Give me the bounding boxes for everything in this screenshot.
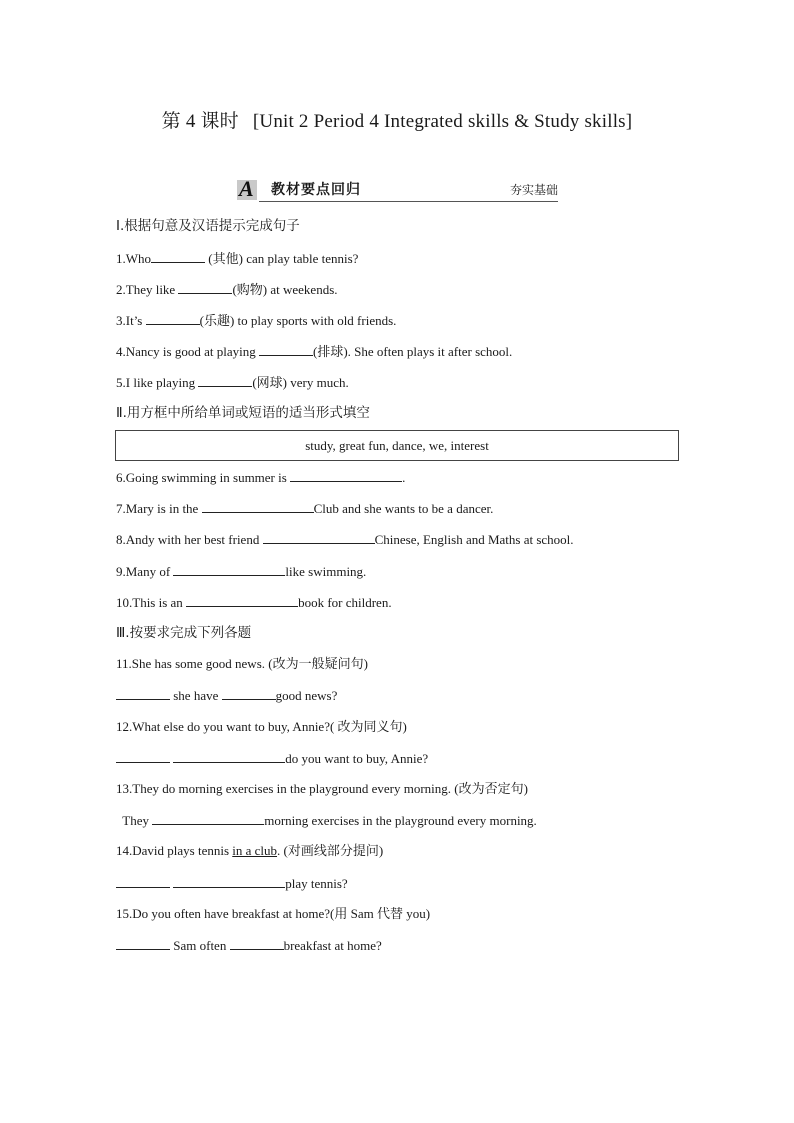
answer-14 — [116, 875, 348, 892]
q9-text-b: like swimming. — [285, 564, 367, 579]
question-4 — [116, 343, 512, 360]
question-13: 13.They do morning exercises in the playground every morning. (改为否定句) — [116, 781, 528, 796]
question-15: 15.Do you often have breakfast at home?(用 Sam 代替 you) — [116, 906, 431, 921]
a12-text-b: do you want to buy, Annie? — [285, 751, 429, 766]
answer-blank[interactable] — [116, 687, 170, 700]
question-5 — [116, 374, 349, 391]
q4-text-b: (排球). She often plays it after school. — [312, 344, 513, 359]
answer-11 — [116, 687, 337, 704]
q6-text-a: 6.Going swimming in summer is — [116, 470, 291, 485]
question-14 — [116, 843, 383, 859]
q5-text-a: 5.I like playing — [116, 375, 199, 390]
answer-blank[interactable] — [186, 594, 298, 607]
badge-letter: A — [239, 176, 254, 201]
q2-text-a: 2.They like — [116, 282, 179, 297]
answer-blank[interactable] — [173, 875, 285, 888]
a15-text-a: Sam often — [170, 938, 230, 953]
section-3-heading: Ⅲ.按要求完成下列各题 — [116, 625, 252, 641]
banner-subheading: 夯实基础 — [509, 183, 558, 197]
answer-blank[interactable] — [152, 812, 264, 825]
answer-blank[interactable] — [178, 281, 232, 294]
answer-blank[interactable] — [116, 875, 170, 888]
question-9 — [116, 563, 366, 580]
section-a-badge — [235, 177, 259, 201]
lesson-number: 第 4 课时 — [161, 111, 239, 132]
question-6 — [116, 469, 405, 486]
q6-text-b: . — [402, 470, 406, 485]
answer-blank[interactable] — [116, 750, 170, 763]
q3-text-b: (乐趣) to play sports with old friends. — [199, 313, 397, 328]
q8-text-b: Chinese, English and Maths at school. — [374, 532, 574, 547]
question-11: 11.She has some good news. (改为一般疑问句) — [116, 656, 368, 671]
answer-blank[interactable] — [116, 937, 170, 950]
question-8 — [116, 531, 574, 548]
q14-text-a: 14.David plays tennis — [116, 843, 233, 858]
question-12: 12.What else do you want to buy, Annie?( 改为同义句) — [116, 719, 407, 734]
q8-text-a: 8.Andy with her best friend — [116, 532, 263, 547]
q7-text-b: Club and she wants to be a dancer. — [313, 501, 494, 516]
q7-text-a: 7.Mary is in the — [116, 501, 202, 516]
section-1-heading: Ⅰ.根据句意及汉语提示完成句子 — [116, 218, 300, 234]
answer-blank[interactable] — [202, 500, 314, 513]
a11-text-a: she have — [170, 688, 222, 703]
question-2 — [116, 281, 338, 298]
q4-text-a: 4.Nancy is good at playing — [116, 344, 259, 359]
answer-12 — [116, 750, 428, 767]
answer-blank[interactable] — [259, 343, 313, 356]
unit-title: [Unit 2 Period 4 Integrated skills & Study skills] — [252, 111, 633, 132]
answer-blank[interactable] — [290, 469, 402, 482]
question-10 — [116, 594, 392, 611]
banner-rule — [259, 201, 558, 202]
q5-text-b: (网球) very much. — [252, 375, 349, 390]
section-banner — [235, 176, 558, 202]
answer-blank[interactable] — [151, 250, 205, 263]
answer-15 — [116, 937, 382, 954]
answer-blank[interactable] — [173, 750, 285, 763]
q10-text-a: 10.This is an — [116, 595, 187, 610]
q1-text-a: 1.Who — [116, 251, 152, 266]
a13-text-b: morning exercises in the playground every morning. — [264, 813, 537, 828]
a11-text-b: good news? — [275, 688, 338, 703]
question-1 — [116, 250, 358, 267]
q10-text-b: book for children. — [298, 595, 392, 610]
q14-text-b: . (对画线部分提问) — [277, 843, 384, 858]
question-3 — [116, 312, 396, 329]
q1-text-b: (其他) can play table tennis? — [205, 251, 359, 266]
q3-text-a: 3.It’s — [116, 313, 146, 328]
answer-blank[interactable] — [173, 563, 285, 576]
q9-text-a: 9.Many of — [116, 564, 174, 579]
q2-text-b: (购物) at weekends. — [232, 282, 338, 297]
section-2-heading: Ⅱ.用方框中所给单词或短语的适当形式填空 — [116, 405, 370, 421]
a14-text-b: play tennis? — [285, 876, 348, 891]
word-bank-box: study, great fun, dance, we, interest — [115, 430, 679, 461]
q14-underlined-phrase: in a club — [232, 843, 278, 858]
page-title — [0, 106, 794, 133]
answer-blank[interactable] — [263, 531, 375, 544]
a15-text-b: breakfast at home? — [283, 938, 382, 953]
answer-blank[interactable] — [230, 937, 284, 950]
answer-blank[interactable] — [146, 312, 200, 325]
answer-13 — [116, 812, 537, 829]
question-7 — [116, 500, 493, 517]
answer-blank[interactable] — [198, 374, 252, 387]
answer-blank[interactable] — [222, 687, 276, 700]
banner-heading: 教材要点回归 — [271, 182, 361, 198]
a13-text-a: They — [116, 813, 153, 828]
